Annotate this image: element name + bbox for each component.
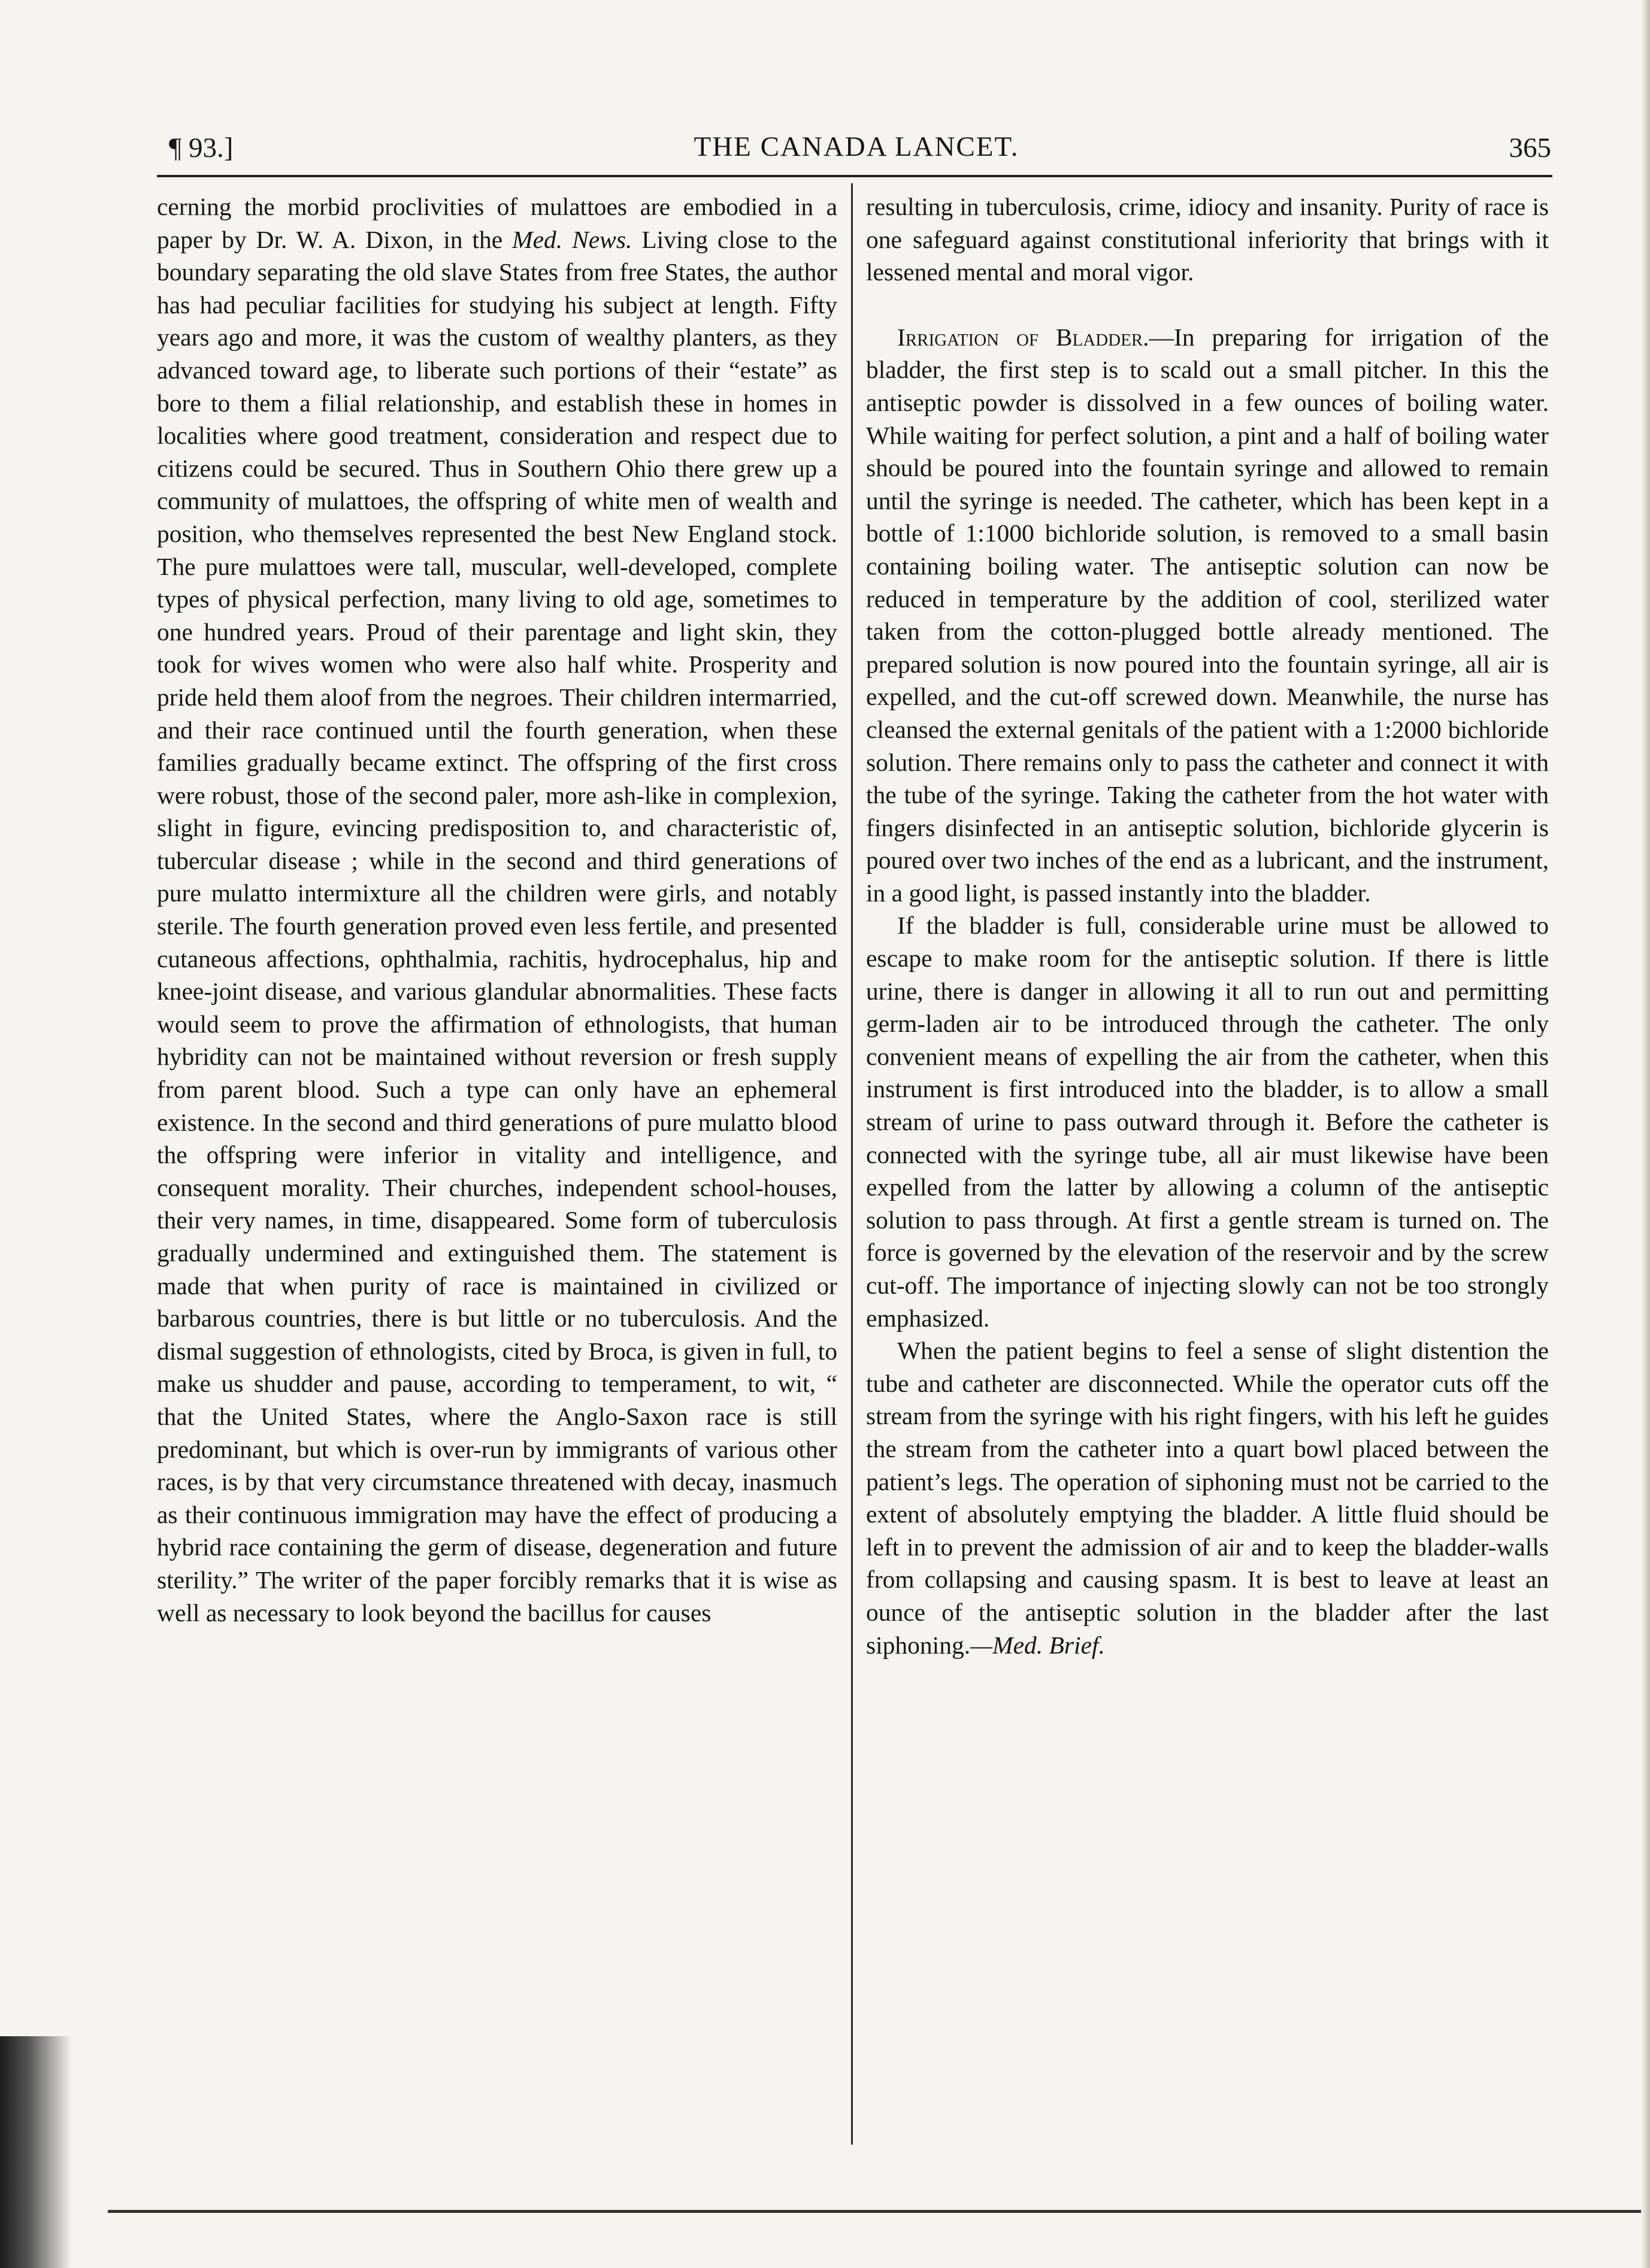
- right-column: [866, 190, 1549, 1661]
- page-number: 365: [1509, 132, 1551, 163]
- source-citation: —Med. Brief.: [970, 1631, 1105, 1659]
- left-paragraph: [157, 190, 837, 1629]
- left-column: [157, 190, 837, 1629]
- article-paragraph-text: When the patient begins to feel a sense of slight distention the tube and catheter are disconnected. While the operator cuts off the stream from the syringe with his right fingers, with his left he guides the stream from the catheter into a quart bowl placed between the patient’s legs. The operation of siphoning must not be carried to the extent of absolutely emptying the bladder. A little fluid should be left in to prevent the admission of air and to keep the bladder-walls from collapsing and causing spasm. It is best to leave at least an ounce of the antiseptic solution in the bladder after the last siphoning.: [866, 1337, 1549, 1659]
- article-paragraph-text: —In preparing for irrigation of the bladder, the first step is to scald out a small pitcher. In this the antiseptic powder is dissolved in a few ounces of boiling water. While waiting for perfect solution, a pint and a half of boiling water should be poured into the fountain syringe and allowed to remain until the syringe is needed. The catheter, which has been kept in a bottle of 1:1000 bichloride solution, is removed to a small basin containing boiling water. The antiseptic solution can now be reduced in temperature by the addition of cool, sterilized water taken from the cotton-plugged bottle already mentioned. The prepared solution is now poured into the fountain syringe, all air is expelled, and the cut-off screwed down. Meanwhile, the nurse has cleansed the external genitals of the patient with a 1:2000 bichloride solution. There remains only to pass the catheter and connect it with the tube of the syringe. Taking the catheter from the hot water with fingers disinfected in an antiseptic solution, bichloride glycerin is poured over two inches of the end as a lubricant, and the instrument, in a good light, is passed instantly into the bladder.: [866, 323, 1549, 907]
- binding-shadow: [0, 2036, 72, 2268]
- running-header: [162, 126, 1551, 168]
- column-divider: [851, 183, 853, 2145]
- right-paragraph-continued: resulting in tuberculosis, crime, idiocy and insanity. Purity of race is one safeguard against constitutional inferiority that brings with it lessened mental and moral vigor.: [866, 193, 1549, 286]
- header-rule: [157, 175, 1552, 177]
- page-edge: [1642, 0, 1650, 2268]
- article-paragraph: [866, 1334, 1549, 1661]
- journal-citation: Med. News.: [512, 225, 632, 253]
- footer-rule: [108, 2210, 1641, 2213]
- left-paragraph-text: cerning the morbid proclivities of mulattoes are embodied in a paper by Dr. W. A. Dixon, in the: [157, 193, 837, 253]
- left-paragraph-continued: Living close to the boundary separating the old slave States from free States, the author has had peculiar facilities for studying his subject at length. Fifty years ago and more, it was the custom of wealthy planters, as they advanced toward age, to liberate such portions of their “estate” as bore to them a filial relationship, and establish these in homes in localities where good treatment, consideration and respect due to citizens could be secured. Thus in Southern Ohio there grew up a community of mulattoes, the offspring of white men of wealth and position, who themselves represented the best New England stock. The pure mulattoes were tall, muscular, well-developed, complete types of physical perfection, many living to old age, sometimes to one hundred years. Proud of their parentage and light skin, they took for wives women who were also half white. Prosperity and pride held them aloof from the negroes. Their children intermarried, and their race continued until the fourth generation, when these families gradually became extinct. The offspring of the first cross were robust, those of the second paler, more ash-like in complexion, slight in figure, evincing predisposition to, and characteristic of, tubercular disease ; while in the second and third generations of pure mulatto intermixture all the children were girls, and notably sterile. The fourth generation proved even less fertile, and presented cutaneous affections, ophthalmia, rachitis, hydrocephalus, hip and knee-joint disease, and various glandular abnormalities. These facts would seem to prove the affirmation of ethnologists, that human hybridity can not be maintained without reversion or fresh supply from parent blood. Such a type can only have an ephemeral existence. In the second and third generations of pure mulatto blood the offspring were inferior in vitality and intelligence, and consequent morality. Their churches, independent school-houses, their very names, in time, disappeared. Some form of tuberculosis gradually undermined and extinguished them. The statement is made that when purity of race is maintained in civilized or barbarous countries, there is but little or no tuberculosis. And the dismal suggestion of ethnologists, cited by Broca, is given in full, to make us shudder and pause, according to temperament, to wit, “ that the United States, where the Anglo-Saxon race is still predominant, but which is over-run by immigrants of various other races, is by that very circumstance threatened with decay, inasmuch as their continuous immigration may have the effect of producing a hybrid race containing the germ of disease, degeneration and future sterility.” The writer of the paper forcibly remarks that it is wise as well as necessary to look beyond the bacillus for causes: [157, 225, 837, 1627]
- article-paragraph: [866, 321, 1549, 910]
- journal-title: THE CANADA LANCET.: [694, 131, 1019, 162]
- section-number: ¶ 93.]: [169, 132, 234, 163]
- article-paragraph: If the bladder is full, considerable urine must be allowed to escape to make room for the antiseptic solution. If there is little urine, there is danger in allowing it all to run out and permitting germ-laden air to be introduced through the catheter. The only convenient means of expelling the air from the catheter, when this instrument is first introduced into the bladder, is to allow a small stream of urine to pass outward through it. Before the catheter is connected with the syringe tube, all air must likewise have been expelled from the latter by allowing a column of the antiseptic solution to pass through. At first a gentle stream is turned on. The force is governed by the elevation of the reservoir and by the screw cut-off. The importance of injecting slowly can not be too strongly emphasized.: [866, 912, 1549, 1332]
- article-heading: Irrigation of Bladder.: [897, 323, 1149, 351]
